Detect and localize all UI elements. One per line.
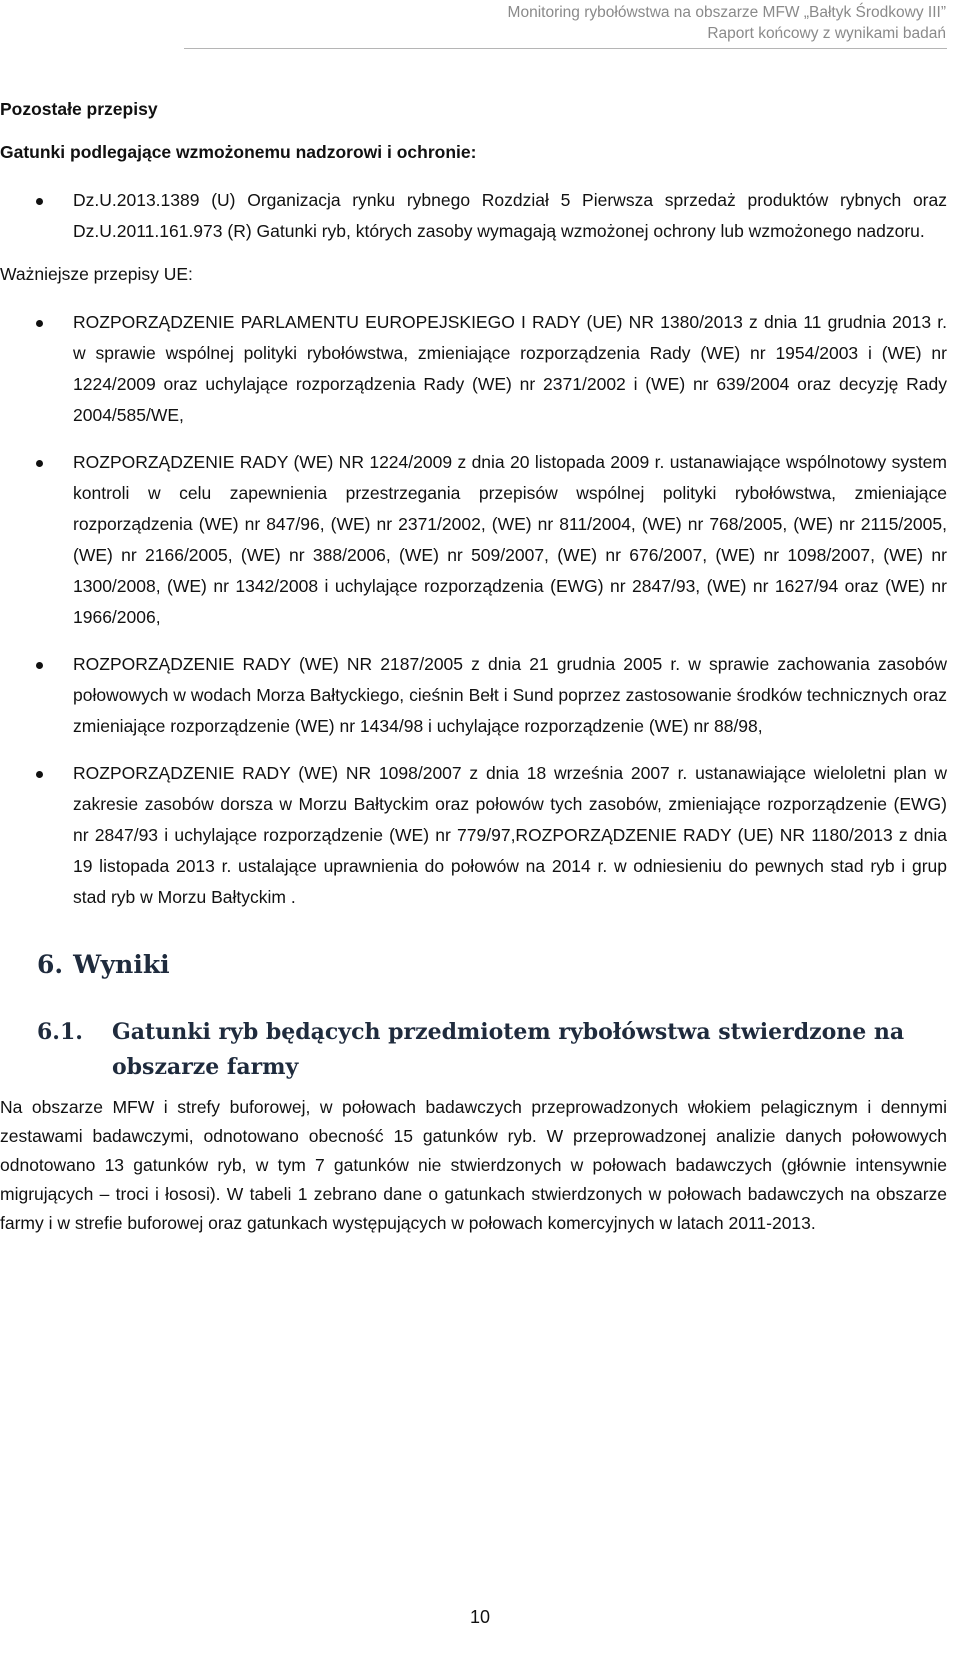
section-heading-6-1	[0, 1015, 947, 1085]
eu-rules-title: Ważniejsze przepisy UE:	[0, 264, 193, 284]
header-rule	[184, 48, 947, 49]
heading-title: Gatunki ryb będących przedmiotem rybołówstwa stwierdzone na obszarze farmy	[112, 1019, 905, 1080]
section-heading-6	[0, 947, 947, 983]
eu-rules-list	[0, 307, 947, 913]
protected-species-list	[0, 185, 947, 247]
header-subtitle: Raport końcowy z wynikami badań	[707, 25, 946, 42]
heading-number: 6.	[37, 950, 64, 979]
page-number: 10	[469, 1607, 491, 1627]
protected-species-title: Gatunki podlegające wzmożonemu nadzorowi i ochronie:	[0, 142, 477, 162]
heading-title: Wyniki	[73, 950, 170, 979]
header-title: Monitoring rybołówstwa na obszarze MFW „Bałtyk Środkowy III”	[507, 4, 946, 21]
list-item: ROZPORZĄDZENIE RADY (WE) NR 1098/2007 z dnia 18 września 2007 r. ustanawiające wieloletni plan w zakresie zasobów dorsza w Morzu Bałtyckim oraz połowów tych zasobów, zmieniające rozporządzenie (EWG) nr 2847/93 i uchylające rozporządzenie (WE) nr 779/97,ROZPORZĄDZENIE RADY (UE) NR 1180/2013 z dnia 19 listopada 2013 r. ustalające uprawnienia do połowów na 2014 r. w odniesieniu do pewnych stad ryb i grup stad ryb w Morzu Bałtyckim .	[0, 758, 947, 913]
page-content	[0, 94, 947, 1238]
running-header	[508, 2, 946, 44]
results-paragraph: Na obszarze MFW i strefy buforowej, w połowach badawczych przeprowadzonych włokiem pelagicznym i dennymi zestawami badawczymi, odnotowano obecność 15 gatunków ryb. W przeprowadzonej analizie danych połowowych odnotowano 13 gatunków ryb, w tym 7 gatunków nie stwierdzonych w połowach badawczych (głównie intensywnie migrujących – troci i łososi). W tabeli 1 zebrano dane o gatunkach stwierdzonych w połowach badawczych na obszarze farmy i w strefie buforowej oraz gatunkach występujących w połowach komercyjnych w latach 2011-2013.	[0, 1097, 947, 1233]
list-item: ROZPORZĄDZENIE PARLAMENTU EUROPEJSKIEGO I RADY (UE) NR 1380/2013 z dnia 11 grudnia 2013 r. w sprawie wspólnej polityki rybołówstwa, zmieniające rozporządzenia Rady (WE) nr 1954/2003 i (WE) nr 1224/2009 oraz uchylające rozporządzenia Rady (WE) nr 2371/2002 i (WE) nr 639/2004 oraz decyzję Rady 2004/585/WE,	[0, 307, 947, 431]
heading-number: 6.1.	[37, 1019, 83, 1045]
other-rules-title: Pozostałe przepisy	[0, 99, 158, 119]
list-item: ROZPORZĄDZENIE RADY (WE) NR 1224/2009 z dnia 20 listopada 2009 r. ustanawiające wspólnotowy system kontroli w celu zapewnienia przestrzegania przepisów wspólnej polityki rybołówstwa, zmieniające rozporządzenia (WE) nr 847/96, (WE) nr 2371/2002, (WE) nr 811/2004, (WE) nr 768/2005, (WE) nr 2115/2005, (WE) nr 2166/2005, (WE) nr 388/2006, (WE) nr 509/2007, (WE) nr 676/2007, (WE) nr 1098/2007, (WE) nr 1300/2008, (WE) nr 1342/2008 i uchylające rozporządzenia (EWG) nr 2847/93, (WE) nr 1627/94 oraz (WE) nr 1966/2006,	[0, 447, 947, 633]
list-item: ROZPORZĄDZENIE RADY (WE) NR 2187/2005 z dnia 21 grudnia 2005 r. w sprawie zachowania zasobów połowowych w wodach Morza Bałtyckiego, cieśnin Bełt i Sund poprzez zastosowanie środków technicznych oraz zmieniające rozporządzenie (WE) nr 1434/98 i uchylające rozporządzenie (WE) nr 88/98,	[0, 649, 947, 742]
list-item: Dz.U.2013.1389 (U) Organizacja rynku rybnego Rozdział 5 Pierwsza sprzedaż produktów rybnych oraz Dz.U.2011.161.973 (R) Gatunki ryb, których zasoby wymagają wzmożonej ochrony lub wzmożonego nadzoru.	[0, 185, 947, 247]
